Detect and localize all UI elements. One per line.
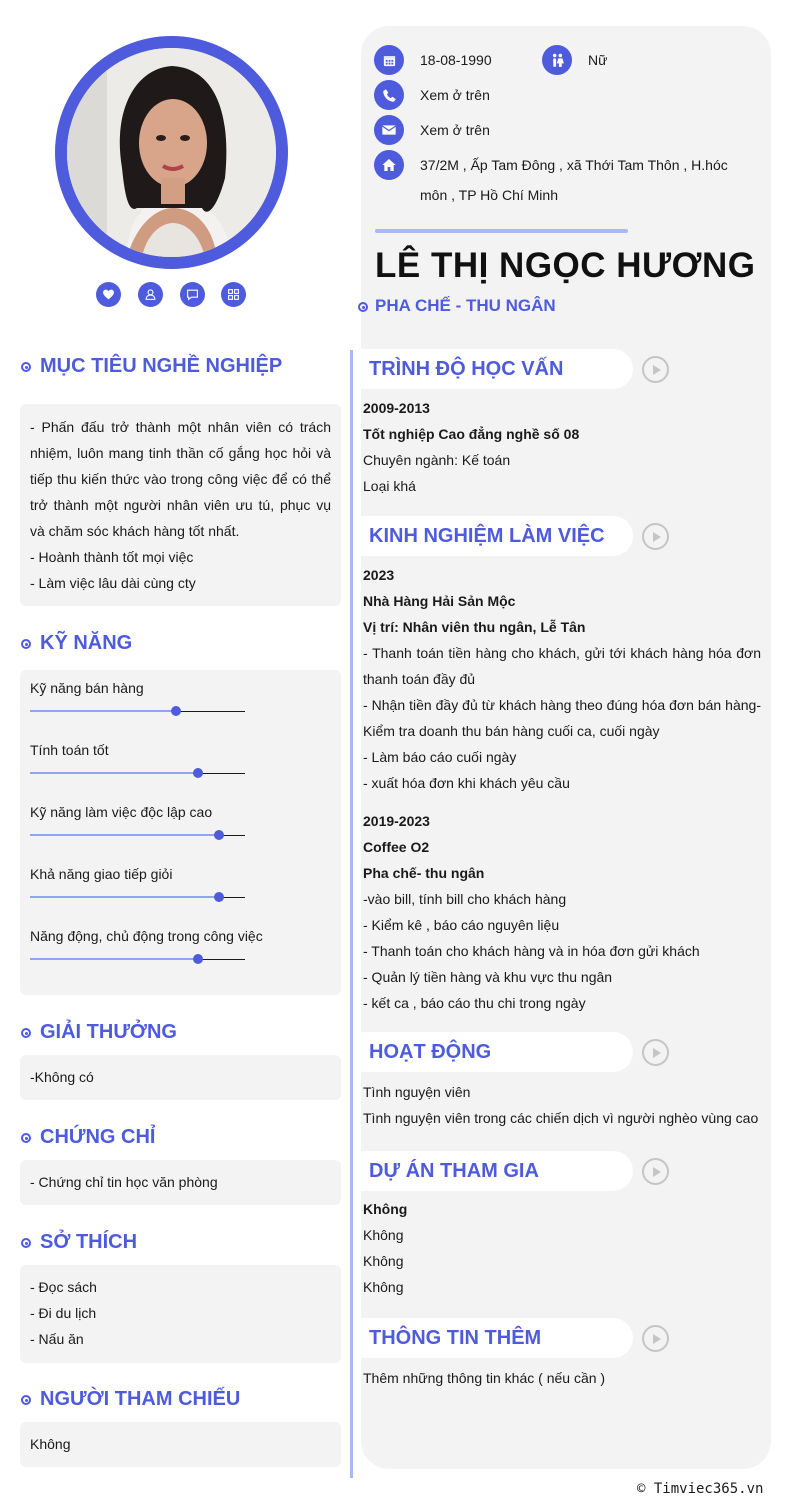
- skill-name: Kỹ năng bán hàng: [30, 680, 144, 696]
- calendar-icon: [374, 45, 404, 75]
- bullet-icon: [21, 1238, 31, 1248]
- objective-line: - Làm việc lâu dài cùng cty: [30, 575, 196, 591]
- birthdate: 18-08-1990: [420, 52, 492, 68]
- objective-title: MỤC TIÊU NGHỀ NGHIỆP: [40, 355, 283, 377]
- job-company: Coffee O2: [363, 839, 430, 855]
- gender: Nữ: [588, 52, 608, 68]
- skill-level-fill: [30, 834, 219, 836]
- job-line: -vào bill, tính bill cho khách hàng: [363, 891, 567, 907]
- education-school: Tốt nghiệp Cao đẳng nghề số 08: [363, 426, 580, 442]
- heart-icon[interactable]: [96, 282, 121, 307]
- email: Xem ở trên: [420, 122, 490, 138]
- skill-level-fill: [30, 958, 198, 960]
- job-line: - xuất hóa đơn khi khách yêu cầu: [363, 775, 570, 791]
- candidate-name: LÊ THỊ NGỌC HƯƠNG: [375, 246, 756, 285]
- skill-level-fill: [30, 896, 219, 898]
- certificates-box: [20, 1160, 341, 1205]
- skills-title: KỸ NĂNG: [40, 632, 133, 654]
- project-line: Không: [363, 1227, 404, 1243]
- activities-body: [363, 1079, 761, 1131]
- job-line: - Thanh toán tiền hàng cho khách, gửi tới khách hàng hóa đơn thanh toán đầy đủ: [363, 645, 761, 687]
- education-line: Chuyên ngành: Kế toán: [363, 452, 511, 468]
- column-divider: [350, 350, 353, 1478]
- awards-title: GIẢI THƯỞNG: [40, 1021, 177, 1043]
- section-header-projects: [361, 1151, 633, 1191]
- references-line: Không: [30, 1436, 71, 1452]
- certificates-line: - Chứng chỉ tin học văn phòng: [30, 1174, 218, 1190]
- bullet-icon: [21, 639, 31, 649]
- skill-level-knob: [214, 892, 224, 902]
- skill-level-bar: [30, 959, 245, 960]
- objective-box: [20, 404, 341, 606]
- job-line: - Làm báo cáo cuối ngày: [363, 749, 517, 765]
- bullet-icon: [358, 302, 368, 312]
- footer-credit: © Timviec365.vn: [637, 1481, 764, 1497]
- references-box: [20, 1422, 341, 1467]
- awards-box: [20, 1055, 341, 1100]
- phone-icon: [374, 80, 404, 110]
- section-header-experience: [361, 516, 633, 556]
- section-header-activities: [361, 1032, 633, 1072]
- bullet-icon: [21, 1133, 31, 1143]
- avatar: [67, 48, 276, 257]
- references-title: NGƯỜI THAM CHIẾU: [40, 1388, 241, 1410]
- skill-level-bar: [30, 711, 245, 712]
- home-icon: [374, 150, 404, 180]
- skill-level-bar: [30, 835, 245, 836]
- job-period: 2023: [363, 567, 395, 583]
- job-line: - Quản lý tiền hàng và khu vực thu ngân: [363, 969, 613, 985]
- objective-line: - Hoành thành tốt mọi việc: [30, 549, 194, 565]
- gender-icon: [542, 45, 572, 75]
- education-body: [363, 395, 761, 499]
- skill-level-knob: [193, 954, 203, 964]
- awards-line: -Không có: [30, 1069, 94, 1085]
- play-icon: [642, 523, 669, 550]
- activities-title: HOẠT ĐỘNG: [369, 1040, 492, 1063]
- bullet-icon: [21, 1395, 31, 1405]
- education-line: Loại khá: [363, 478, 416, 494]
- job-line: - kết ca , báo cáo thu chi trong ngày: [363, 995, 586, 1011]
- skill-level-knob: [214, 830, 224, 840]
- divider: [375, 229, 628, 233]
- activity-line: Tình nguyện viên: [363, 1084, 471, 1100]
- objective-line: - Phấn đấu trở thành một nhân viên có trách nhiệm, luôn mang tinh thần cố gắng học hỏi và tiếp thu kiến thức vào trong công việc để có thể trở thành một người nhân viên ưu tú, phục vụ và chăm sóc khách hàng tốt nhất.: [30, 419, 331, 539]
- address: 37/2M , Ấp Tam Đông , xã Thới Tam Thôn , H.hóc môn , TP Hồ Chí Minh: [420, 157, 728, 203]
- skills-box: [20, 670, 341, 995]
- chat-icon[interactable]: [180, 282, 205, 307]
- email-icon: [374, 115, 404, 145]
- job-position: Pha chế- thu ngân: [363, 865, 485, 881]
- hobby-item: - Nấu ăn: [30, 1331, 84, 1347]
- job-title: PHA CHẾ - THU NGÂN: [375, 296, 556, 315]
- hobbies-box: [20, 1265, 341, 1363]
- activity-line: Tình nguyện viên trong các chiến dịch vì người nghèo vùng cao: [363, 1110, 759, 1126]
- hobby-item: - Đi du lịch: [30, 1305, 97, 1321]
- projects-body: [363, 1196, 761, 1300]
- job-period: 2019-2023: [363, 813, 430, 829]
- job-line: - Thanh toán cho khách hàng và in hóa đơn gửi khách: [363, 943, 700, 959]
- experience-job-2: [363, 808, 761, 1016]
- education-period: 2009-2013: [363, 400, 430, 416]
- skill-name: Kỹ năng làm việc độc lập cao: [30, 804, 213, 820]
- projects-title: DỰ ÁN THAM GIA: [369, 1159, 539, 1182]
- project-line: Không: [363, 1253, 404, 1269]
- more-info-line: Thêm những thông tin khác ( nếu cần ): [363, 1370, 606, 1386]
- bullet-icon: [21, 1028, 31, 1038]
- experience-job-1: [363, 562, 761, 796]
- play-icon: [642, 1158, 669, 1185]
- hobby-item: - Đọc sách: [30, 1279, 97, 1295]
- play-icon: [642, 1039, 669, 1066]
- project-heading: Không: [363, 1201, 408, 1217]
- experience-title: KINH NGHIỆM LÀM VIỆC: [369, 524, 605, 547]
- user-icon[interactable]: [138, 282, 163, 307]
- job-company: Nhà Hàng Hải Sản Mộc: [363, 593, 516, 609]
- job-line: - Kiểm kê , báo cáo nguyên liệu: [363, 917, 560, 933]
- more-info-body: [363, 1365, 761, 1391]
- skill-level-knob: [171, 706, 181, 716]
- skill-name: Tính toán tốt: [30, 742, 109, 758]
- skill-level-fill: [30, 772, 198, 774]
- project-line: Không: [363, 1279, 404, 1295]
- job-position: Vị trí: Nhân viên thu ngân, Lễ Tân: [363, 619, 586, 635]
- skill-name: Năng động, chủ động trong công việc: [30, 928, 263, 944]
- skill-level-fill: [30, 710, 176, 712]
- section-header-education: [361, 349, 633, 389]
- section-header-more-info: [361, 1318, 633, 1358]
- hobbies-title: SỞ THÍCH: [40, 1231, 138, 1253]
- skill-level-bar: [30, 897, 245, 898]
- grid-icon[interactable]: [221, 282, 246, 307]
- skill-level-knob: [193, 768, 203, 778]
- job-line: - Nhận tiền đầy đủ từ khách hàng theo đúng hóa đơn bán hàng- Kiểm tra doanh thu bán hàng cuối ca, cuối ngày: [363, 697, 761, 739]
- more-info-title: THÔNG TIN THÊM: [369, 1326, 542, 1349]
- phone: Xem ở trên: [420, 87, 490, 103]
- skill-name: Khả năng giao tiếp giỏi: [30, 866, 173, 882]
- play-icon: [642, 1325, 669, 1352]
- certificates-title: CHỨNG CHỈ: [40, 1126, 156, 1148]
- education-title: TRÌNH ĐỘ HỌC VẤN: [369, 357, 564, 380]
- skill-level-bar: [30, 773, 245, 774]
- bullet-icon: [21, 362, 31, 372]
- play-icon: [642, 356, 669, 383]
